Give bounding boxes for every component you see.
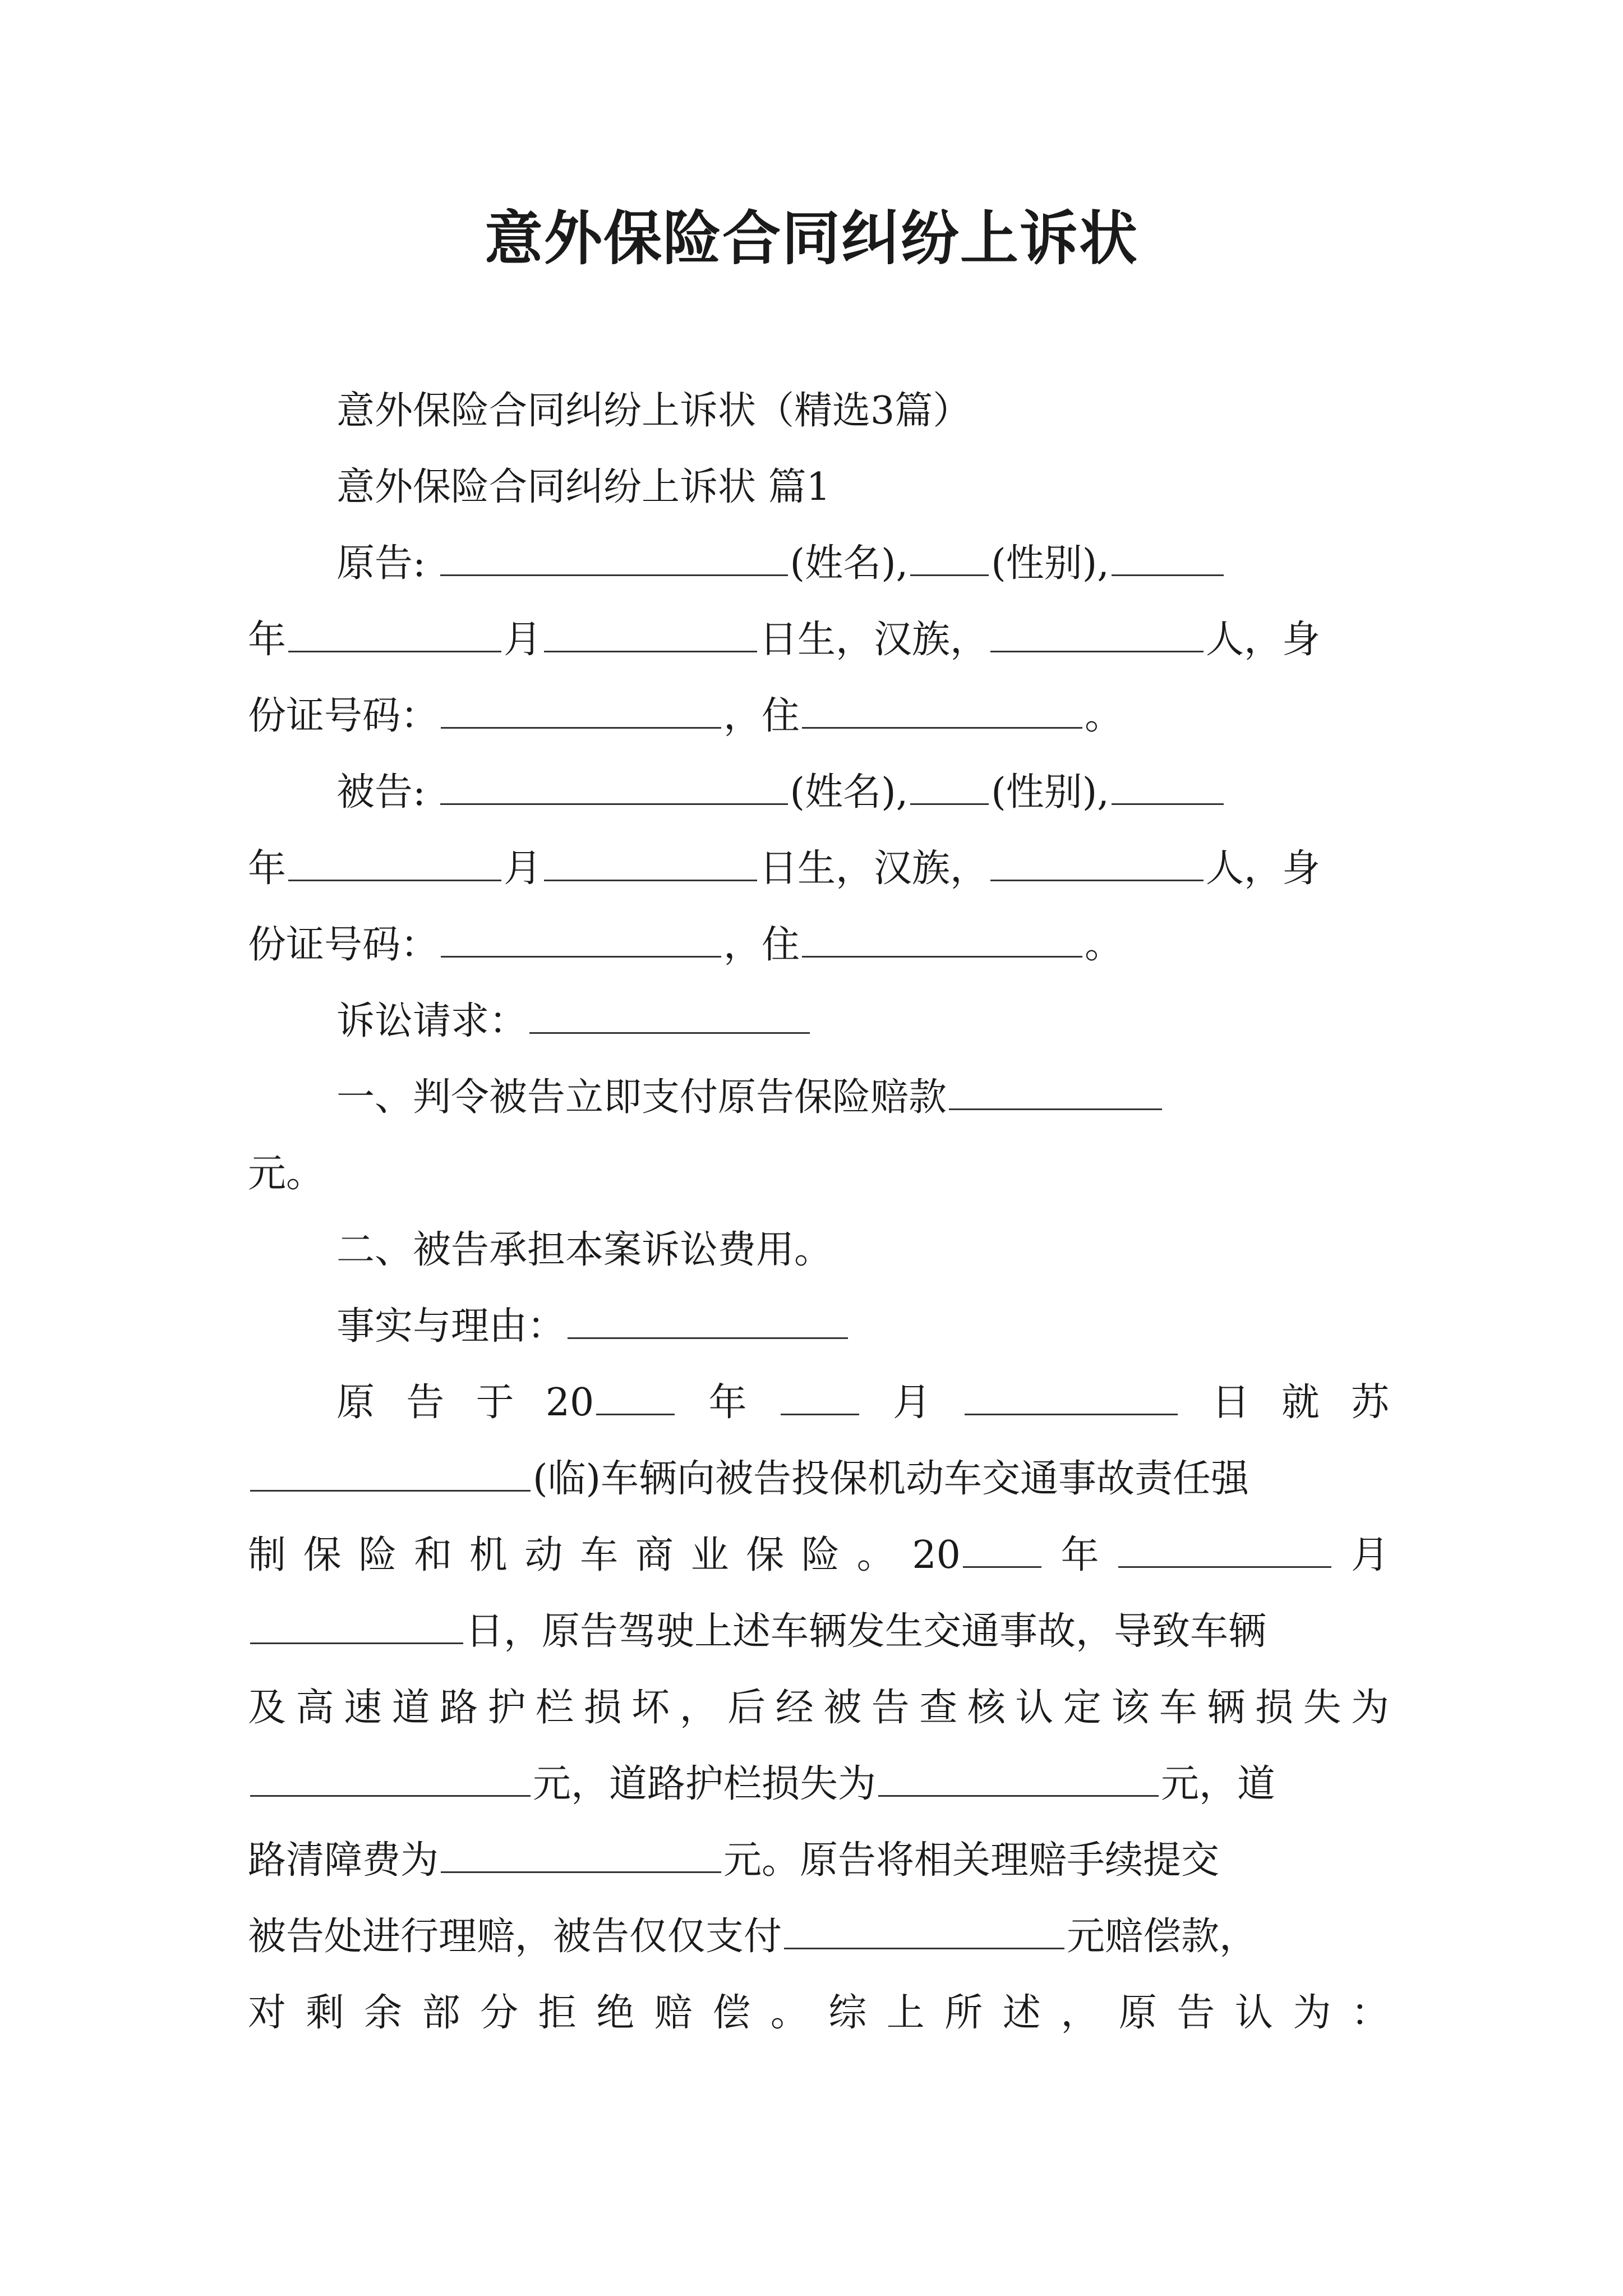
facts-l1-year-blank (596, 1380, 675, 1415)
facts-l1-a: 原告于20 (336, 1381, 594, 1425)
facts-line-1 (248, 1365, 1389, 1441)
facts-l7-b: 元。原告将相关理赔手续提交 (723, 1838, 1220, 1883)
facts-label: 事实与理由： (336, 1304, 566, 1349)
defendant-address-label: ，住 (723, 923, 800, 967)
facts-l3-b: 年 (1043, 1533, 1117, 1577)
facts-l6-a: 元，道路护栏损失为 (533, 1762, 877, 1806)
defendant-address-blank (802, 922, 1082, 958)
plaintiff-month-blank (288, 617, 501, 652)
facts-line-5: 及高速道路护栏损坏，后经被告查核认定该车辆损失为 (248, 1686, 1389, 1730)
section-heading: 意外保险合同纠纷上诉状 篇1 (336, 465, 831, 509)
facts-l3-c: 月 (1334, 1533, 1389, 1577)
defendant-gender-hint: (性别), (991, 770, 1109, 815)
facts-l3-month-blank (1118, 1533, 1331, 1568)
plaintiff-origin-text: 人，身 (1206, 618, 1321, 662)
defendant-day-blank (544, 846, 757, 881)
plaintiff-line-1 (248, 526, 1389, 602)
claims-line (248, 983, 1389, 1060)
plaintiff-end: 。 (1085, 694, 1123, 738)
facts-l6-vehicle-loss-blank (250, 1761, 531, 1797)
plaintiff-line-3 (248, 678, 1389, 754)
claim-1-unit-line: 元。 (248, 1152, 325, 1196)
plaintiff-day-blank (544, 617, 757, 652)
plaintiff-birth-ethnic: 日生，汉族， (759, 618, 989, 662)
document-body (248, 373, 1389, 2051)
plaintiff-name-blank (440, 541, 788, 576)
defendant-name-hint: (姓名), (790, 770, 909, 815)
facts-l1-month-blank (781, 1380, 859, 1415)
defendant-gender-blank (910, 770, 989, 805)
defendant-birth-ethnic: 日生，汉族， (759, 846, 989, 891)
claims-label: 诉讼请求： (336, 999, 528, 1043)
defendant-line-3 (248, 907, 1389, 983)
facts-l1-c: 月 (861, 1381, 963, 1425)
plaintiff-address-label: ，住 (723, 694, 800, 738)
plaintiff-gender-hint: (性别), (991, 541, 1109, 586)
defendant-id-blank (441, 922, 721, 958)
claims-blank (529, 999, 810, 1034)
facts-l1-day-blank (965, 1380, 1178, 1415)
defendant-line-2 (248, 831, 1389, 907)
facts-l3-a: 制保险和机动车商业保险。20 (248, 1533, 961, 1577)
defendant-month-blank (288, 846, 501, 881)
defendant-line-1 (248, 754, 1389, 831)
plaintiff-origin-blank (990, 617, 1204, 652)
facts-l8-paid-blank (784, 1914, 1064, 1949)
plaintiff-id-label: 份证号码： (248, 694, 439, 738)
facts-line-2 (248, 1441, 1389, 1517)
facts-line-4 (248, 1594, 1389, 1670)
subtitle: 意外保险合同纠纷上诉状（精选3篇） (336, 389, 971, 433)
claim-1-text: 一、判令被告立即支付原告保险赔款 (336, 1075, 947, 1120)
facts-l6-b: 元，道 (1161, 1762, 1276, 1806)
facts-line-3 (248, 1517, 1389, 1594)
defendant-id-label: 份证号码： (248, 923, 439, 967)
facts-line-8 (248, 1899, 1389, 1975)
defendant-end: 。 (1085, 923, 1123, 967)
facts-l8-b: 元赔偿款， (1067, 1915, 1258, 1959)
facts-line-7 (248, 1823, 1389, 1899)
plaintiff-label: 原告: (336, 541, 426, 586)
facts-l2-plate-blank (250, 1456, 531, 1492)
defendant-year-blank (1112, 770, 1224, 805)
claim-1-line (248, 1060, 1389, 1136)
facts-l7-clearing-blank (441, 1838, 721, 1873)
claim-1-amount-blank (949, 1075, 1162, 1110)
plaintiff-address-blank (802, 693, 1082, 729)
defendant-origin-blank (990, 846, 1204, 881)
defendant-origin-text: 人，身 (1206, 846, 1321, 891)
claim-2-line: 二、被告承担本案诉讼费用。 (336, 1228, 833, 1272)
plaintiff-gender-blank (910, 541, 989, 576)
document-title: 意外保险合同纠纷上诉状 (484, 204, 1138, 273)
defendant-label: 被告: (336, 770, 426, 815)
plaintiff-id-blank (441, 693, 721, 729)
plaintiff-year-text: 年 (248, 618, 287, 662)
plaintiff-name-hint: (姓名), (790, 541, 909, 586)
facts-line-6 (248, 1746, 1389, 1823)
facts-line-9: 对剩余部分拒绝赔偿。综上所述，原告认为： (248, 1991, 1389, 2035)
facts-l4-day-blank (250, 1609, 463, 1644)
facts-l3-year-blank (963, 1533, 1041, 1568)
defendant-name-blank (440, 770, 788, 805)
defendant-year-text: 年 (248, 846, 287, 891)
facts-l1-b: 年 (677, 1381, 778, 1425)
facts-l7-a: 路清障费为 (248, 1838, 439, 1883)
facts-blank (568, 1304, 848, 1339)
plaintiff-year-blank (1112, 541, 1224, 576)
defendant-month-text: 月 (504, 846, 542, 891)
facts-l6-rail-loss-blank (878, 1761, 1159, 1797)
facts-label-line (248, 1289, 1389, 1365)
plaintiff-month-text: 月 (504, 618, 542, 662)
facts-l1-d: 日就苏 (1180, 1381, 1389, 1425)
facts-l4-text: 日，原告驾驶上述车辆发生交通事故，导致车辆 (465, 1609, 1267, 1654)
plaintiff-line-2 (248, 602, 1389, 678)
facts-l8-a: 被告处进行理赔，被告仅仅支付 (248, 1915, 782, 1959)
facts-l2-text: (临)车辆向被告投保机动车交通事故责任强 (533, 1457, 1249, 1501)
